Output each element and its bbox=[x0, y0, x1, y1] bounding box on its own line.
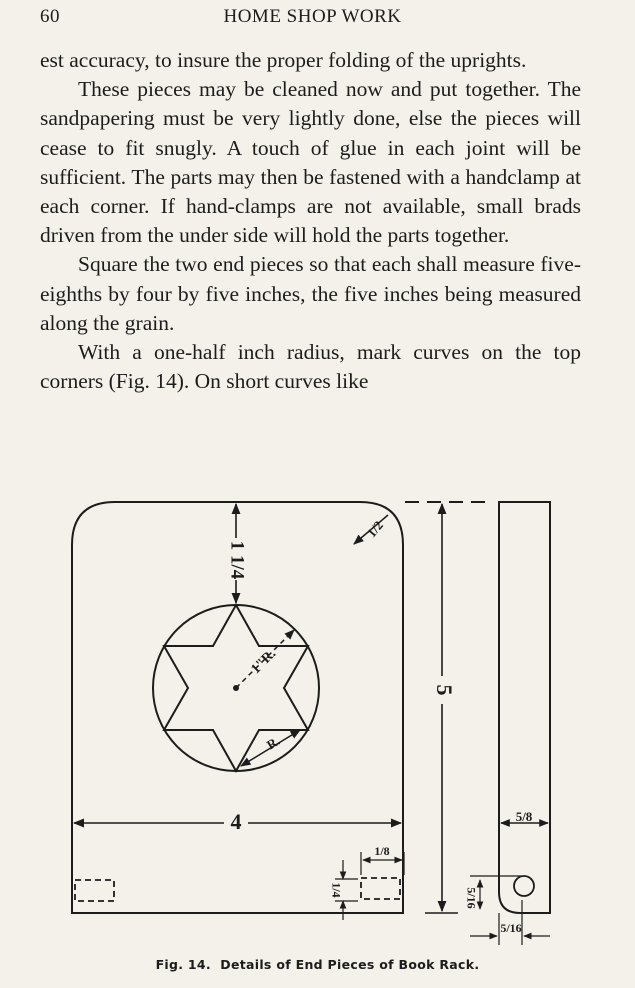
caption-figure-number: Fig. 14. bbox=[155, 957, 211, 972]
body-text bbox=[40, 46, 581, 396]
edge-hole-inset-label: 5/16 bbox=[500, 921, 522, 935]
page-number: 60 bbox=[40, 6, 60, 27]
paragraph: Square the two end pieces so that each shall measure five-eighths by four by five inches, the five inches being measured along the grain. bbox=[40, 252, 581, 335]
running-title: HOME SHOP WORK bbox=[223, 6, 402, 27]
paragraph: With a one-half inch radius, mark curves on the top corners (Fig. 14). On short curves like bbox=[40, 340, 581, 394]
side-view-brad-hole bbox=[514, 876, 534, 896]
height-label: 5 bbox=[431, 684, 457, 696]
paragraph: These pieces may be cleaned now and put together. The sandpapering must be very lightly done, else the pieces will cease to fit snugly. A touch of glue in each joint will be sufficient. The parts may then be fastened with a handclamp at each corner. If hand-clamps are not available, small brads driven from the under side will hold the parts together. bbox=[40, 77, 581, 248]
edge-hole-height-label: 5/16 bbox=[464, 887, 479, 909]
thickness-label: 5/8 bbox=[515, 809, 533, 824]
figure-14-drawing bbox=[0, 490, 635, 952]
width-label: 4 bbox=[230, 809, 242, 835]
paragraph-continued: est accuracy, to insure the proper folding of the uprights. bbox=[40, 48, 527, 72]
top-distance-label: 1 1/4 bbox=[226, 540, 248, 580]
hidden-hole-left bbox=[75, 880, 114, 901]
corner-radius-label: 1/2 bbox=[363, 517, 386, 541]
page-header bbox=[40, 6, 585, 30]
circle-radius-label: 1"R. bbox=[248, 646, 280, 678]
side-view-outline bbox=[499, 502, 550, 913]
hole-offset-side-label: 1/8 bbox=[374, 844, 390, 858]
hidden-hole-right bbox=[361, 878, 400, 899]
figure-caption bbox=[0, 957, 635, 972]
hole-offset-bottom-label: 1/4 bbox=[329, 882, 344, 898]
star-radius-label: R. bbox=[263, 733, 283, 753]
caption-text: Details of End Pieces of Book Rack. bbox=[220, 957, 480, 972]
